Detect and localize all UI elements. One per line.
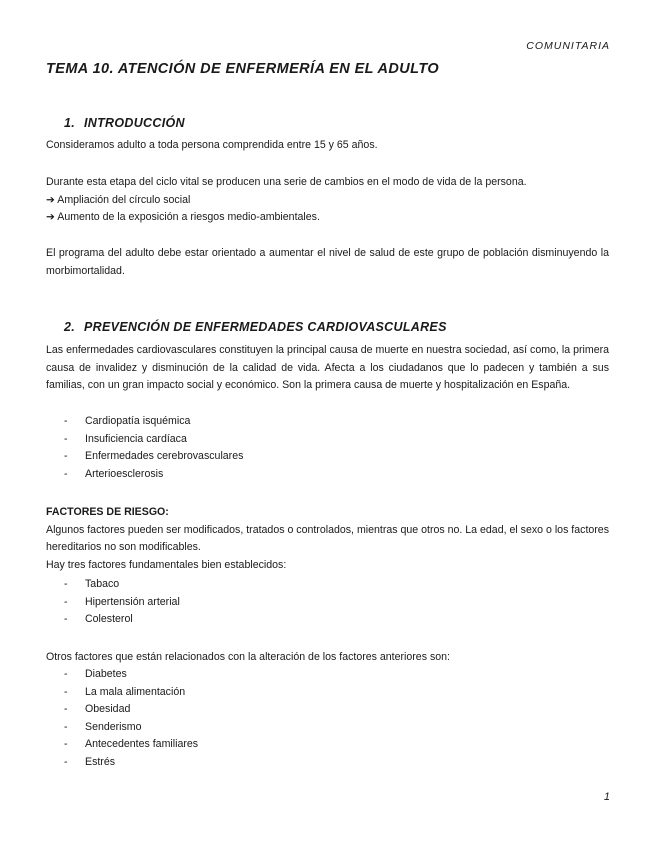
other-factors-intro: Otros factores que están relacionados con la alteración de los factores anteriores son:: [46, 651, 450, 663]
list-item: - Arterioesclerosis: [64, 467, 164, 480]
list-item: - La mala alimentación: [64, 685, 186, 698]
arrow-bullet-text: Ampliación del círculo social: [57, 193, 191, 206]
section-2-heading: [64, 320, 447, 334]
list-item: - Colesterol: [64, 613, 133, 626]
section-1-heading: [64, 116, 185, 130]
section-1-paragraph-2: Durante esta etapa del ciclo vital se producen una serie de cambios en el modo de vida de la persona. ➔ Ampliación del círculo social ➔ Aumento de la exposición a riesgos medio-ambientales.: [46, 174, 609, 227]
risk-factors-block: [46, 504, 609, 574]
section-2-title: PREVENCIÓN DE ENFERMEDADES CARDIOVASCULARES: [84, 320, 447, 334]
section-2-number: 2.: [64, 320, 76, 334]
other-factors-list: [64, 666, 198, 772]
section-1-number: 1.: [64, 116, 76, 130]
risk-heading: FACTORES DE RIESGO:: [46, 506, 169, 518]
list-item: - Diabetes: [64, 668, 127, 680]
list-item: - Obesidad: [64, 703, 131, 716]
list-item: - Enfermedades cerebrovasculares: [64, 450, 244, 463]
arrow-bullet-2: [46, 209, 609, 227]
list-item: - Insuficiencia cardíaca: [64, 432, 187, 445]
list-item: - Antecedentes familiares: [64, 738, 199, 751]
page-number: 1: [603, 791, 610, 803]
main-factors-list: [64, 576, 180, 629]
section-1-paragraph-1: Consideramos adulto a toda persona comprendida entre 15 y 65 años.: [46, 139, 378, 151]
arrow-icon: ➔: [46, 193, 55, 206]
list-item: - Cardiopatía isquémica: [64, 415, 191, 427]
list-item: - Estrés: [64, 755, 116, 768]
section-1-paragraph-3: El programa del adulto debe estar orientado a aumentar el nivel de salud de este grupo de población disminuyendo la morbimortalidad.: [46, 247, 609, 277]
list-item: - Senderismo: [64, 720, 142, 733]
risk-paragraph-2: Hay tres factores fundamentales bien establecidos:: [46, 558, 287, 571]
arrow-icon: ➔: [46, 211, 55, 223]
document-title: TEMA 10. ATENCIÓN DE ENFERMERÍA EN EL ADULTO: [46, 61, 440, 77]
section-2-paragraph-1: Las enfermedades cardiovasculares constituyen la principal causa de muerte en nuestra sociedad, así como, la primera causa de invalidez y disminución de la calidad de vida. Afecta a los ciudadanos que lo padecen y también a sus familias, con un gran impacto social y económico. Son la primera causa de muerte y hospitalización en España.: [46, 344, 609, 391]
section-1-title: INTRODUCCIÓN: [84, 116, 185, 130]
list-item: - Tabaco: [64, 578, 120, 590]
list-item: - Hipertensión arterial: [64, 595, 180, 608]
disease-list: [64, 413, 243, 483]
risk-paragraph-1: Algunos factores pueden ser modificados, tratados o controlados, mientras que otros no. La edad, el sexo o los factores hereditarios no son modificables.: [46, 523, 609, 553]
arrow-bullet-1: [46, 192, 609, 210]
arrow-bullet-text: Aumento de la exposición a riesgos medio-ambientales.: [57, 211, 320, 223]
header-subject: COMUNITARIA: [526, 40, 610, 52]
